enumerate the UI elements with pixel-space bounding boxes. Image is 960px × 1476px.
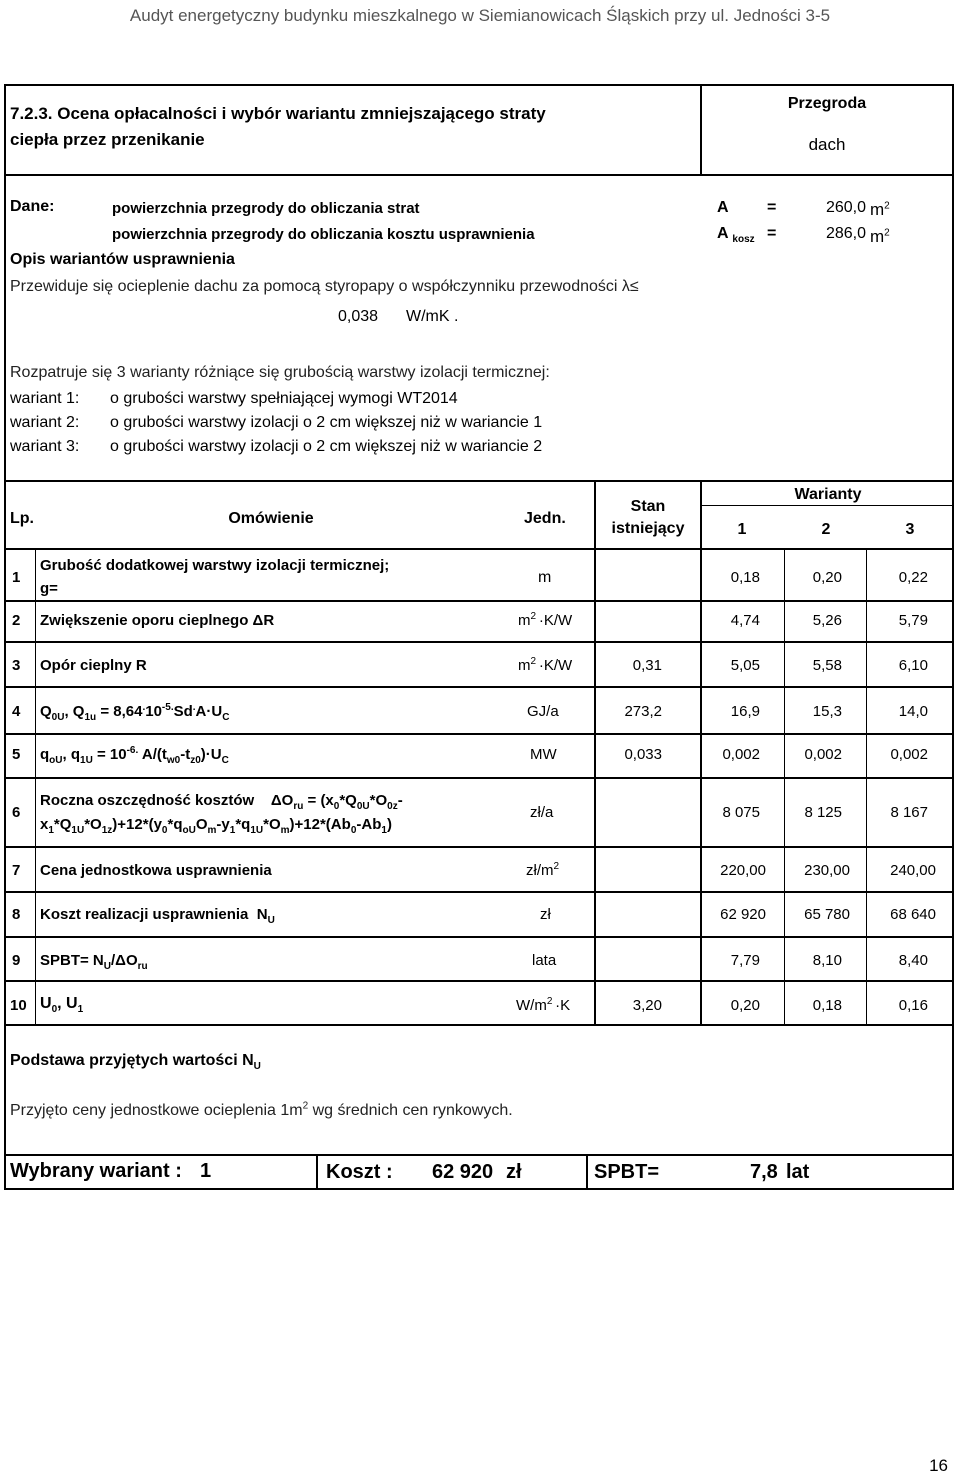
header-stan-1: Stan (630, 498, 666, 515)
row-1-w3: 0,22 (898, 569, 928, 586)
row-3-stan: 0,31 (632, 657, 662, 674)
row-4-w2: 15,3 (812, 703, 842, 720)
row-10-desc: $U_0$, $U_1$ (40, 995, 84, 1016)
header-w3: 3 (905, 521, 915, 538)
row-5-stan: 0,033 (624, 746, 662, 763)
row-6-desc-b: $x_1*Q_{1U}*O_{1z})+12*(y_0*q_{oU}O_m-y_1*q_{1U}*O_m)+12*(Ab_0-Ab_1)$ (40, 816, 392, 836)
dane-row1-text: powierzchnia przegrody do obliczania strat (112, 200, 420, 217)
podstawa-title: Podstawa przyjętych wartości $N_U$ (10, 1052, 261, 1073)
row-9-w2: 8,10 (812, 952, 842, 969)
row-10-stan: 3,20 (632, 997, 662, 1014)
opis-line1: Przewiduje się ocieplenie dachu za pomocą styropapy o współczynniku przewodności λ≤ (10, 278, 639, 295)
dane-row1-symbol: A (717, 199, 729, 216)
header-omowienie: Omówienie (228, 510, 314, 527)
variant-2-label: wariant 2: (10, 414, 80, 431)
row-1-desc-b: g= (40, 580, 58, 597)
podstawa-text: Przyjęto ceny jednostkowe ocieplenia $1m^2$ wg średnich cen rynkowych. (10, 1100, 513, 1119)
row-8-unit: zł (540, 906, 551, 923)
header-w2: 2 (821, 521, 831, 538)
row-5-lp: 5 (12, 746, 21, 763)
dane-row2-symbol: A $_{kosz}$ (717, 225, 755, 246)
row-9-desc: SPBT= $N_U/\Delta O_{ru}$ (40, 952, 148, 972)
dane-row1-unit: $m^2$ (870, 200, 890, 219)
row-9-w3: 8,40 (898, 952, 928, 969)
row-4-unit: GJ/a (527, 703, 559, 720)
header-lp: Lp. (10, 510, 34, 527)
summary-koszt-value: 62 920 (432, 1161, 494, 1183)
row-8-desc: Koszt realizacji usprawnienia $N_U$ (40, 906, 275, 926)
row-3-w2: 5,58 (812, 657, 842, 674)
header-stan-2: istniejący (611, 520, 685, 537)
row-5-w2: 0,002 (804, 746, 842, 763)
header-warianty: Warianty (794, 486, 862, 503)
lambda-value: 0,038 (338, 308, 379, 325)
summary-spbt-unit: lat (786, 1161, 810, 1183)
row-1-w2: 0,20 (812, 569, 842, 586)
row-4-lp: 4 (12, 703, 21, 720)
row-5-unit: MW (530, 746, 557, 763)
row-9-unit: lata (532, 952, 557, 969)
section-title-line2: ciepła przez przenikanie (10, 130, 205, 149)
row-6-w1: 8 075 (722, 804, 760, 821)
row-5-w1: 0,002 (722, 746, 760, 763)
row-3-lp: 3 (12, 657, 21, 674)
row-10-lp: 10 (10, 997, 27, 1014)
summary-wariant-label: Wybrany wariant : (10, 1160, 182, 1182)
row-6-w3: 8 167 (890, 804, 928, 821)
row-8-lp: 8 (12, 906, 21, 923)
header-jedn: Jedn. (524, 510, 566, 527)
row-10-w1: 0,20 (730, 997, 760, 1014)
row-3-desc: Opór cieplny R (40, 657, 147, 674)
section-title-line1: 7.2.3. Ocena opłacalności i wybór wariantu zmniejszającego straty (10, 104, 546, 123)
row-7-unit: $zł/m^2$ (526, 861, 560, 879)
variants-intro: Rozpatruje się 3 warianty różniące się grubością warstwy izolacji termicznej: (10, 364, 550, 381)
row-6-desc-a: Roczna oszczędność kosztów $\Delta O_{ru} = (x_0*Q_{0U}*O_{0z}-$ (40, 792, 403, 812)
dane-row2-eq: = (767, 225, 777, 242)
row-3-unit: $m^2 \cdot K/W$ (518, 656, 573, 674)
dane-row2-text: powierzchnia przegrody do obliczania kosztu usprawnienia (112, 226, 535, 243)
row-1-w1: 0,18 (730, 569, 760, 586)
summary-koszt-unit: zł (506, 1161, 522, 1183)
row-9-w1: 7,79 (730, 952, 760, 969)
dane-row1-eq: = (767, 199, 777, 216)
header-w1: 1 (737, 521, 747, 538)
row-9-lp: 9 (12, 952, 21, 969)
variant-3-label: wariant 3: (10, 438, 80, 455)
dane-row1-value: 260,0 (825, 199, 866, 216)
row-7-w2: 240,00 (890, 862, 936, 879)
row-2-w1: 4,74 (730, 612, 760, 629)
row-6-w2: 8 125 (804, 804, 842, 821)
row-1-desc-a: Grubość dodatkowej warstwy izolacji termicznej; (40, 557, 390, 574)
row-7-lp: 7 (12, 862, 21, 879)
row-6-lp: 6 (12, 804, 21, 821)
summary-spbt-value: 7,8 (750, 1161, 778, 1183)
lambda-unit: W/mK . (406, 308, 459, 325)
row-5-desc: $q_{oU}$, $q_{1U} = 10^{-6.}$ $A/(t_{w0}-t_{z0})\cdot U_C$ (40, 745, 229, 766)
dane-row2-value: 286,0 (825, 225, 866, 242)
page-number: 16 (929, 1456, 948, 1475)
row-7-stan: 220,00 (720, 862, 766, 879)
row-8-w3: 68 640 (890, 906, 936, 923)
row-2-w2: 5,26 (812, 612, 842, 629)
row-1-unit: m (538, 569, 552, 586)
row-4-stan: 273,2 (624, 703, 662, 720)
variant-3-text: o grubości warstwy izolacji o 2 cm większej niż w wariancie 2 (110, 438, 543, 455)
row-4-w1: 16,9 (730, 703, 760, 720)
row-5-w3: 0,002 (890, 746, 928, 763)
przegroda-value: dach (808, 135, 846, 154)
row-10-unit: $W/m^2 \cdot K$ (516, 996, 571, 1014)
variant-1-text: o grubości warstwy spełniającej wymogi WT2014 (110, 390, 458, 407)
summary-spbt-label: SPBT= (594, 1161, 660, 1183)
row-1-lp: 1 (12, 569, 21, 586)
row-8-w1: 62 920 (720, 906, 766, 923)
row-3-w3: 6,10 (898, 657, 928, 674)
row-10-w2: 0,18 (812, 997, 842, 1014)
dane-label: Dane: (10, 198, 55, 215)
dane-row2-unit: $m^2$ (870, 227, 890, 246)
summary-koszt-label: Koszt : (326, 1161, 393, 1183)
przegroda-label: Przegroda (787, 95, 867, 112)
row-4-w3: 14,0 (898, 703, 928, 720)
row-7-desc: Cena jednostkowa usprawnienia (40, 862, 272, 879)
summary-wariant-value: 1 (200, 1160, 212, 1182)
row-10-w3: 0,16 (898, 997, 928, 1014)
row-6-unit: zł/a (530, 804, 554, 821)
row-8-w2: 65 780 (804, 906, 850, 923)
row-4-desc: $Q_{0U}$, $Q_{1u} = 8,64^.10^{-5.}Sd^.A\cdot U_C$ (40, 702, 230, 723)
row-7-w1: 230,00 (804, 862, 850, 879)
opis-title: Opis wariantów usprawnienia (10, 251, 235, 268)
row-2-unit: $m^2 \cdot K/W$ (518, 611, 573, 629)
variant-2-text: o grubości warstwy izolacji o 2 cm większej niż w wariancie 1 (110, 414, 543, 431)
row-2-lp: 2 (12, 612, 21, 629)
row-2-w3: 5,79 (898, 612, 928, 629)
row-3-w1: 5,05 (730, 657, 760, 674)
variant-1-label: wariant 1: (10, 390, 80, 407)
row-2-desc: Zwiększenie oporu cieplnego ΔR (40, 612, 275, 629)
document-header: Audyt energetyczny budynku mieszkalnego w Siemianowicach Śląskich przy ul. Jedności 3-5 (129, 6, 831, 25)
